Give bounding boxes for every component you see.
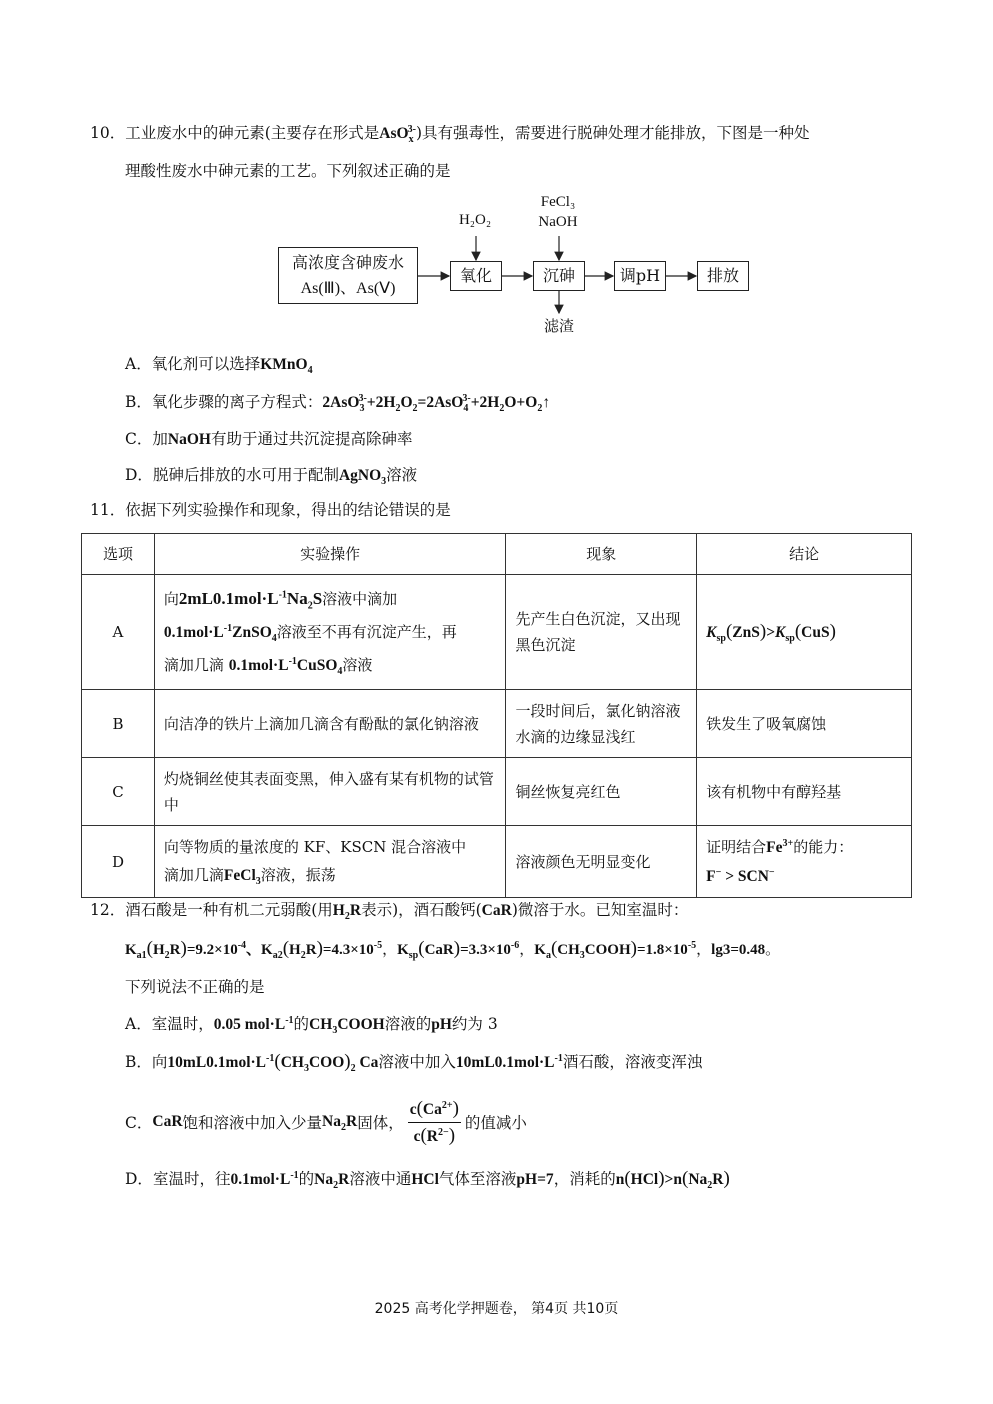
- q12-constants: $K_{a1}(H_2R)=9.2\times 10^{-4}$、$K_{a2}(H_2R)=4.3\times 10^{-5}$，$K_{sp}(CaR)=3.3\times 10^{-6}$，$K_a(CH_3COOH)=1.8\times 10^{-5}$，lg3=0.48。: [125, 938, 781, 961]
- discharge-box: 排放: [697, 261, 749, 291]
- row-d-option: D: [82, 826, 155, 898]
- q10-option-d[interactable]: D．脱砷后排放的水可用于配制AgNO$_3$溶液: [125, 466, 418, 488]
- experiment-table: [81, 533, 912, 898]
- row-d-operation: 向等物质的量浓度的 KF、KSCN 混合溶液中 滴加几滴FeCl$_3$溶液，振荡: [154, 826, 506, 898]
- header-operation: 实验操作: [154, 534, 506, 575]
- ph-adjust-box: 调pH: [614, 261, 666, 291]
- concentration-ratio: $\frac{c(Ca^{2+})}{c(R^{2-})}$: [409, 1097, 459, 1146]
- q12-stem-line1: 12．酒石酸是一种有机二元弱酸(用$H_2R$表示)，酒石酸钙(CaR)微溶于水。已知室温时：: [90, 901, 689, 923]
- row-c-option: C: [82, 758, 155, 826]
- precipitation-box: 沉砷: [533, 261, 585, 291]
- row-b-conclusion: 铁发生了吸氧腐蚀: [697, 690, 912, 758]
- table-row: [82, 575, 912, 690]
- reagent-naoh: NaOH: [538, 214, 578, 230]
- q12-stem-line3: 下列说法不正确的是: [125, 978, 265, 996]
- residue-label: 滤渣: [543, 317, 574, 335]
- q10-option-b[interactable]: B．氧化步骤的离子方程式：$2AsO_3^{3-}+2H_2O_2=2AsO_4^{3-}+2H_2O+O_2↑$: [125, 392, 551, 415]
- row-a-phenomenon: 先产生白色沉淀，又出现黑色沉淀: [506, 575, 697, 690]
- row-d-conclusion: 证明结合$Fe^{3+}$的能力： F− > SCN−: [697, 826, 912, 898]
- row-a-operation: 向$2mL0.1mol\cdot L^{-1}Na_2S$溶液中滴加 $0.1mol\cdot L^{-1}ZnSO_4$溶液至不再有沉淀产生，再 滴加几滴 $0.1mol\cdot L^{-1}CuSO_4$溶液: [154, 575, 506, 690]
- page-footer: 2025 高考化学押题卷， 第4页 共10页: [374, 1301, 619, 1317]
- table-header-row: [82, 534, 912, 575]
- arsenate-formula: AsO$_x^{3-}$: [379, 123, 416, 146]
- flow-arrows: [0, 0, 993, 400]
- q12-option-c[interactable]: C． CaR 饱和溶液中加入少量 $Na_2R$ 固体， $\frac{c(Ca^{2+})}{c(R^{2-})}$ 的值减小: [125, 1097, 527, 1146]
- q11-stem: 11．依据下列实验操作和现象，得出的结论错误的是: [90, 501, 451, 519]
- row-c-operation: 灼烧铜丝使其表面变黑，伸入盛有某有机物的试管中: [154, 758, 506, 826]
- reagent-h2o2: H₂O₂: [458, 212, 492, 228]
- row-c-phenomenon: 铜丝恢复亮红色: [506, 758, 697, 826]
- table-row: [82, 690, 912, 758]
- q10-number: 10．: [90, 124, 126, 142]
- feed-box: 高浓度含砷废水 As(Ⅲ)、As(Ⅴ): [278, 247, 418, 304]
- header-phenomenon: 现象: [506, 534, 697, 575]
- reagent-fecl3: FeCl₃: [540, 194, 576, 210]
- row-a-conclusion: $K_{sp}(ZnS)>K_{sp}(CuS)$: [697, 575, 912, 690]
- q12-option-a[interactable]: A．室温时，0.05 $mol\cdot L^{-1}$的$CH_3COOH$溶液的pH约为 3: [125, 1014, 498, 1037]
- q12-option-b[interactable]: B．向$10mL0.1mol\cdot L^{-1}(CH_3COO)_2$ Ca溶液中加入$10mL0.1mol\cdot L^{-1}$酒石酸，溶液变浑浊: [125, 1051, 703, 1075]
- header-conclusion: 结论: [697, 534, 912, 575]
- q10-option-c[interactable]: C．加NaOH有助于通过共沉淀提高除砷率: [125, 430, 413, 448]
- row-b-phenomenon: 一段时间后，氯化钠溶液水滴的边缘显浅红: [506, 690, 697, 758]
- row-d-phenomenon: 溶液颜色无明显变化: [506, 826, 697, 898]
- q12-option-d[interactable]: D．室温时，往$0.1mol\cdot L^{-1}$的$Na_2R$溶液中通HCl气体至溶液pH=7，消耗的$n(HCl)>n(Na_2R)$: [125, 1168, 730, 1192]
- table-row: [82, 758, 912, 826]
- row-b-option: B: [82, 690, 155, 758]
- q10-stem-line2: 理酸性废水中砷元素的工艺。下列叙述正确的是: [125, 162, 451, 180]
- q10-stem-line1: 10．工业废水中的砷元素(主要存在形式是AsO$_x^{3-}$)具有强毒性，需要进行脱砷处理才能排放，下图是一种处: [90, 123, 810, 146]
- row-a-option: A: [82, 575, 155, 690]
- row-c-conclusion: 该有机物中有醇羟基: [697, 758, 912, 826]
- oxidation-box: 氧化: [450, 261, 502, 291]
- q10-option-a[interactable]: A．氧化剂可以选择KMnO$_4$: [125, 355, 313, 377]
- table-row: [82, 826, 912, 898]
- row-b-operation: 向洁净的铁片上滴加几滴含有酚酞的氯化钠溶液: [154, 690, 506, 758]
- header-option: 选项: [82, 534, 155, 575]
